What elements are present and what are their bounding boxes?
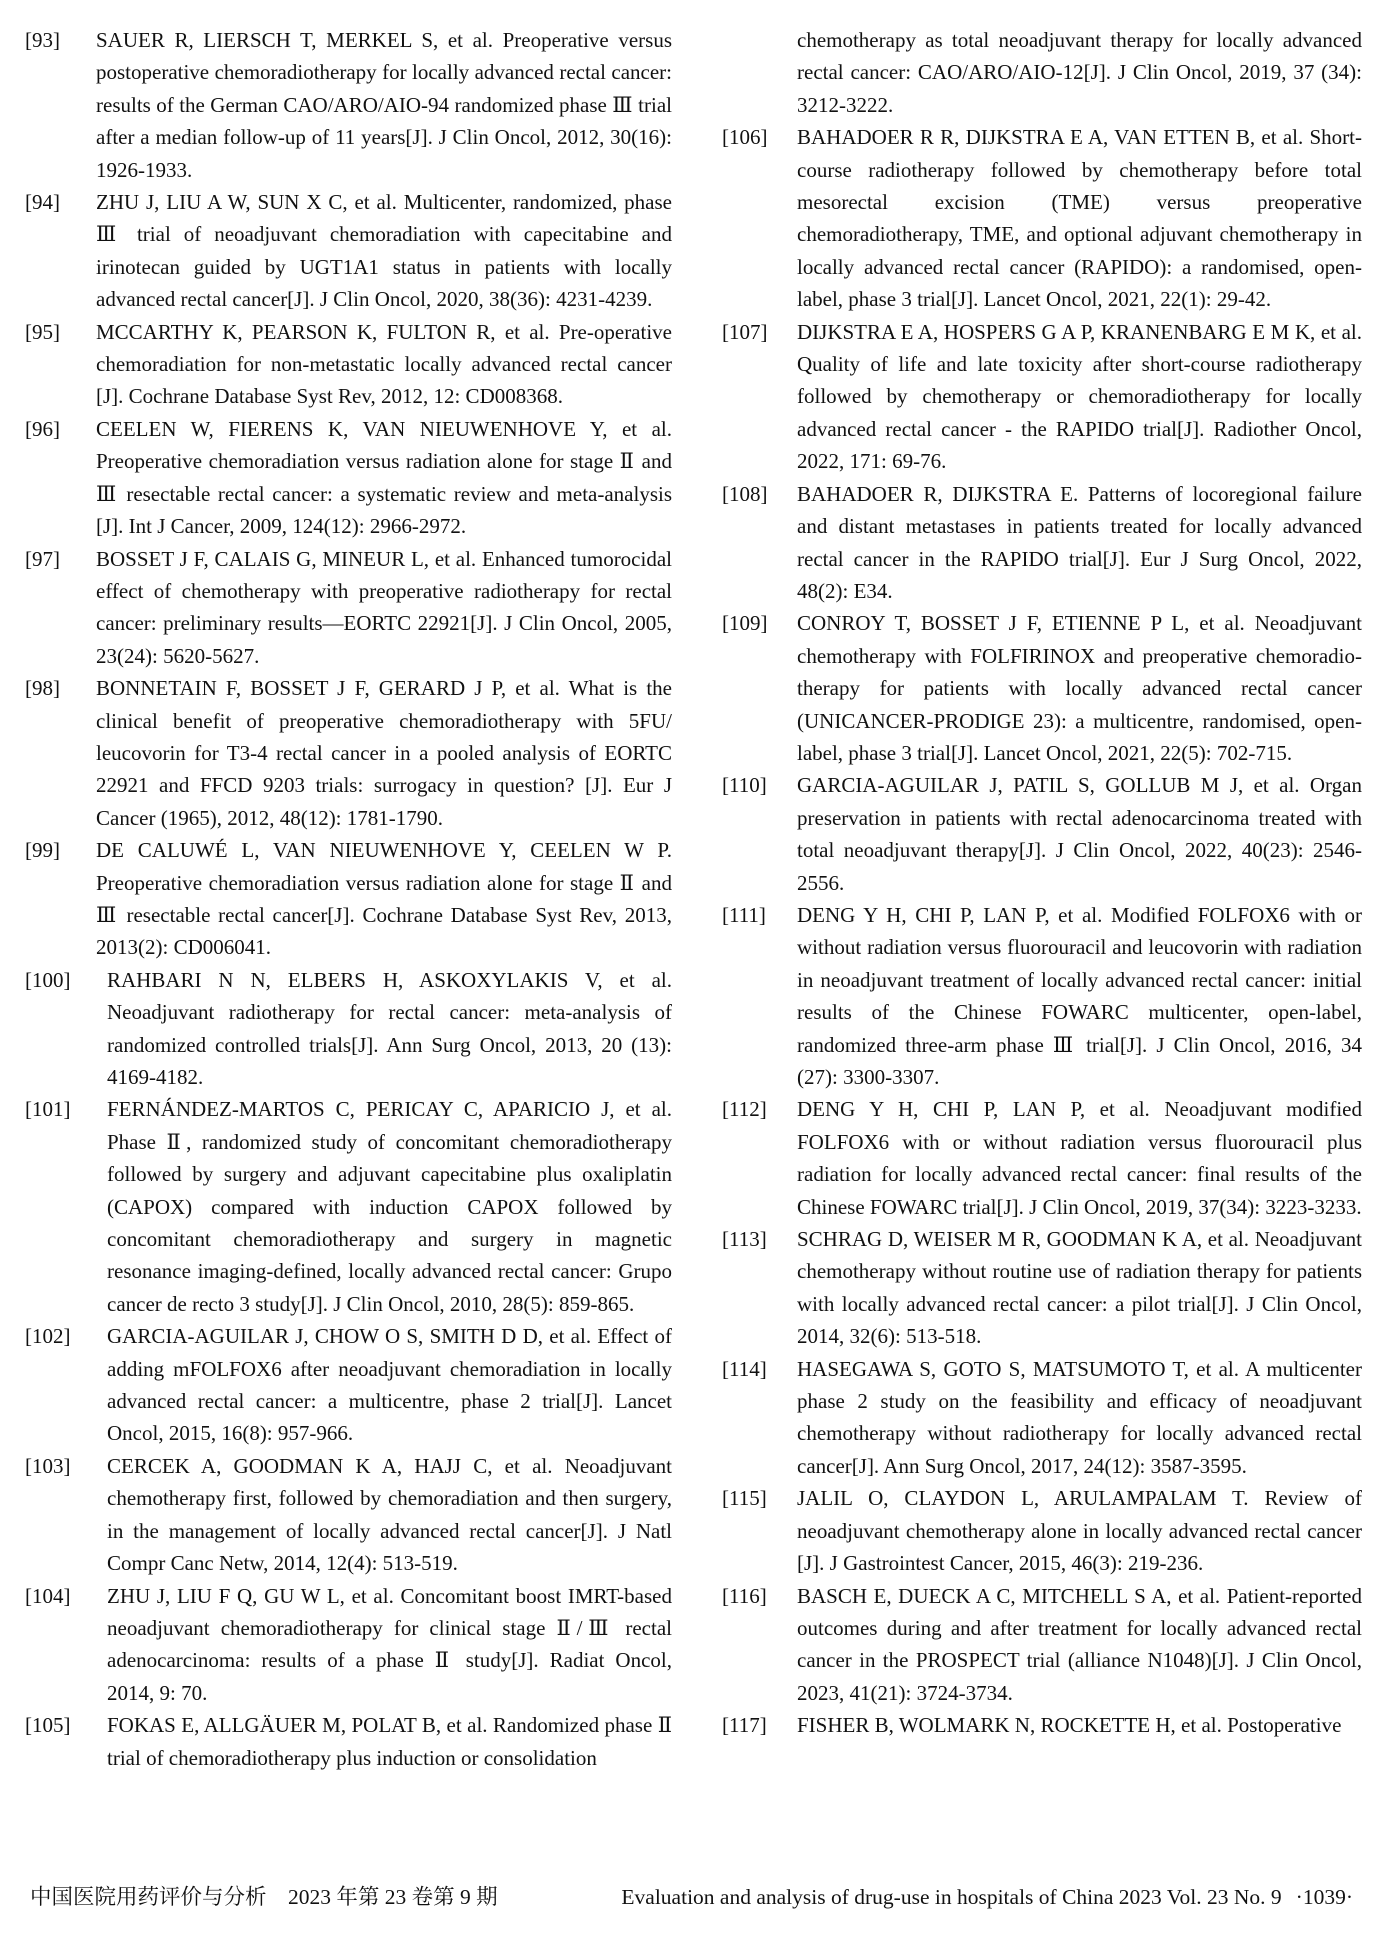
reference-text: GARCIA-AGUILAR J, PATIL S, GOLLUB M J, et al. Organ preservation in patients with rectal adenocarcinoma treated with total neoadjuvant therapy[J]. J Clin Oncol, 2022, 40(23): 2546-2556.	[797, 773, 1362, 895]
reference-number: [111]	[722, 902, 766, 927]
reference-item	[25, 413, 672, 543]
reference-number: [116]	[722, 1583, 767, 1608]
reference-number: [100]	[25, 967, 71, 992]
reference-item	[722, 899, 1362, 1093]
reference-item	[722, 769, 1362, 899]
reference-item	[25, 964, 672, 1094]
reference-number: [110]	[722, 773, 767, 798]
reference-text: FOKAS E, ALLGÄUER M, POLAT B, et al. Randomized phase Ⅱ trial of chemoradiotherapy plus induction or consolidation	[107, 1713, 672, 1770]
left-column	[25, 24, 672, 1824]
reference-item	[25, 186, 672, 316]
reference-text: HASEGAWA S, GOTO S, MATSUMOTO T, et al. A multicenter phase 2 study on the feasibility and efficacy of neoadjuvant chemotherapy without radiotherapy for locally advanced rectal cancer[J]. Ann Surg Oncol, 2017, 24(12): 3587-3595.	[797, 1356, 1362, 1478]
reference-text: DENG Y H, CHI P, LAN P, et al. Modified FOLFOX6 with or without radiation versus fluorouracil and leucovorin with radiation in neoadjuvant treatment of locally advanced rectal cancer: initial results of the Chinese FOWARC multicenter, open-label, randomized three-arm phase Ⅲ trial[J]. J Clin Oncol, 2016, 34 (27): 3300-3307.	[797, 902, 1362, 1089]
reference-text: CEELEN W, FIERENS K, VAN NIEUWENHOVE Y, et al. Preoperative chemoradiation versus radiation alone for stage Ⅱ and Ⅲ resectable rectal cancer: a systematic review and meta-analysis [J]. Int J Cancer, 2009, 124(12): 2966-2972.	[96, 416, 672, 539]
reference-text: RAHBARI N N, ELBERS H, ASKOXYLAKIS V, et al. Neoadjuvant radiotherapy for rectal cancer: meta-analysis of randomized controlled trials[J]. Ann Surg Oncol, 2013, 20 (13): 4169-4182.	[107, 967, 672, 1089]
reference-item	[722, 1093, 1362, 1223]
reference-number: [106]	[722, 125, 768, 150]
reference-text: JALIL O, CLAYDON L, ARULAMPALAM T. Review of neoadjuvant chemotherapy alone in locally advanced rectal cancer [J]. J Gastrointest Cancer, 2015, 46(3): 219-236.	[797, 1486, 1362, 1576]
reference-number: [114]	[722, 1356, 767, 1381]
reference-text: FISHER B, WOLMARK N, ROCKETTE H, et al. Postoperative	[797, 1713, 1342, 1738]
reference-item	[25, 834, 672, 964]
footer-page-number: ·1039·	[1295, 1885, 1353, 1909]
reference-item	[25, 543, 672, 673]
reference-text: FERNÁNDEZ-MARTOS C, PERICAY C, APARICIO J, et al. Phase Ⅱ, randomized study of concomitant chemoradiotherapy followed by surgery and adjuvant capecitabine plus oxaliplatin (CAPOX) compared with induction CAPOX followed by concomitant chemoradiotherapy and surgery in magnetic resonance imaging-defined, locally advanced rectal cancer: Grupo cancer de recto 3 study[J]. J Clin Oncol, 2010, 28(5): 859-865.	[107, 1097, 672, 1316]
reference-text: chemotherapy as total neoadjuvant therapy for locally advanced rectal cancer: CAO/ARO/AIO-12[J]. J Clin Oncol, 2019, 37 (34): 3212-3222.	[797, 28, 1362, 117]
reference-text: GARCIA-AGUILAR J, CHOW O S, SMITH D D, et al. Effect of adding mFOLFOX6 after neoadjuvant chemoradiation in locally advanced rectal cancer: a multicentre, phase 2 trial[J]. Lancet Oncol, 2015, 16(8): 957-966.	[107, 1324, 672, 1446]
reference-number: [112]	[722, 1097, 767, 1122]
reference-text: DENG Y H, CHI P, LAN P, et al. Neoadjuvant modified FOLFOX6 with or without radiation versus fluorouracil plus radiation for locally advanced rectal cancer: final results of the Chinese FOWARC trial[J]. J Clin Oncol, 2019, 37(34): 3223-3233.	[797, 1097, 1362, 1219]
reference-item	[722, 121, 1362, 315]
reference-number: [104]	[25, 1583, 71, 1608]
reference-item	[25, 316, 672, 413]
reference-text: BOSSET J F, CALAIS G, MINEUR L, et al. Enhanced tumorocidal effect of chemotherapy with preoperative radiotherapy for rectal cancer: preliminary results—EORTC 22921[J]. J Clin Oncol, 2005, 23(24): 5620-5627.	[96, 546, 672, 668]
reference-text: CONROY T, BOSSET J F, ETIENNE P L, et al. Neoadjuvant chemotherapy with FOLFIRINOX and preoperative chemoradio- therapy for patients with locally advanced rectal cancer (UNICANCER-PRODIGE 23): a multicentre, randomised, open-label, phase 3 trial[J]. Lancet Oncol, 2021, 22(5): 702-715.	[797, 611, 1362, 765]
reference-item	[25, 672, 672, 834]
reference-text: ZHU J, LIU A W, SUN X C, et al. Multicenter, randomized, phase Ⅲ trial of neoadjuvant chemoradiation with capecitabine and irinotecan guided by UGT1A1 status in patients with locally advanced rectal cancer[J]. J Clin Oncol, 2020, 38(36): 4231-4239.	[96, 190, 672, 312]
footer-journal-name-cn: 中国医院用药评价与分析 2023 年第 23 卷第 9 期	[30, 1885, 498, 1909]
reference-text: MCCARTHY K, PEARSON K, FULTON R, et al. Pre-operative chemoradiation for non-metastatic locally advanced rectal cancer [J]. Cochrane Database Syst Rev, 2012, 12: CD008368.	[96, 319, 672, 409]
reference-item	[25, 1450, 672, 1580]
reference-item	[722, 478, 1362, 608]
reference-number: [109]	[722, 611, 768, 636]
reference-list	[25, 24, 1362, 1824]
reference-item	[25, 1320, 672, 1450]
reference-text: DIJKSTRA E A, HOSPERS G A P, KRANENBARG E M K, et al. Quality of life and late toxicity after short-course radiotherapy followed by chemotherapy or chemoradiotherapy for locally advanced rectal cancer - the RAPIDO trial[J]. Radiother Oncol, 2022, 171: 69-76.	[797, 319, 1362, 474]
reference-number: [99]	[25, 838, 60, 863]
reference-text: DE CALUWÉ L, VAN NIEUWENHOVE Y, CEELEN W P. Preoperative chemoradiation versus radiation alone for stage Ⅱ and Ⅲ resectable rectal cancer[J]. Cochrane Database Syst Rev, 2013, 2013(2): CD006041.	[96, 838, 672, 960]
page-footer	[30, 1881, 1353, 1913]
reference-number: [108]	[722, 481, 768, 506]
reference-item	[722, 607, 1362, 769]
reference-item	[25, 24, 672, 186]
reference-item	[722, 1709, 1362, 1741]
footer-journal-name-en: Evaluation and analysis of drug-use in hospitals of China 2023 Vol. 23 No. 9	[621, 1885, 1282, 1909]
reference-number: [94]	[25, 190, 60, 215]
reference-text: BAHADOER R, DIJKSTRA E. Patterns of locoregional failure and distant metastases in patients treated for locally advanced rectal cancer in the RAPIDO trial[J]. Eur J Surg Oncol, 2022, 48(2): E34.	[797, 481, 1362, 603]
reference-item	[722, 1223, 1362, 1353]
reference-text: BAHADOER R R, DIJKSTRA E A, VAN ETTEN B, et al. Short-course radiotherapy followed by chemotherapy before total mesorectal excision (TME) versus preoperative chemoradiotherapy, TME, and optional adjuvant chemotherapy in locally advanced rectal cancer (RAPIDO): a randomised, open-label, phase 3 trial[J]. Lancet Oncol, 2021, 22(1): 29-42.	[797, 125, 1362, 312]
reference-number: [101]	[25, 1097, 71, 1122]
reference-item	[25, 1709, 672, 1774]
reference-number: [103]	[25, 1453, 71, 1478]
reference-item	[25, 1580, 672, 1710]
reference-text: CERCEK A, GOODMAN K A, HAJJ C, et al. Neoadjuvant chemotherapy first, followed by chemoradiation and then surgery, in the management of locally advanced rectal cancer[J]. J Natl Compr Canc Netw, 2014, 12(4): 513-519.	[107, 1453, 672, 1576]
reference-number: [96]	[25, 416, 60, 441]
reference-number: [93]	[25, 28, 60, 52]
reference-number: [107]	[722, 319, 768, 344]
reference-number: [98]	[25, 676, 60, 701]
reference-number: [97]	[25, 546, 60, 571]
reference-number: [117]	[722, 1713, 767, 1738]
right-column	[722, 24, 1362, 1824]
reference-number: [113]	[722, 1227, 767, 1252]
reference-item	[722, 1482, 1362, 1579]
reference-item	[722, 24, 1362, 121]
reference-item	[722, 1353, 1362, 1483]
reference-item	[722, 1580, 1362, 1710]
reference-text: SCHRAG D, WEISER M R, GOODMAN K A, et al. Neoadjuvant chemotherapy without routine use of radiation therapy for patients with locally advanced rectal cancer: a pilot trial[J]. J Clin Oncol, 2014, 32(6): 513-518.	[797, 1227, 1362, 1349]
reference-number: [102]	[25, 1324, 71, 1349]
reference-item	[722, 316, 1362, 478]
reference-text: SAUER R, LIERSCH T, MERKEL S, et al. Preoperative versus postoperative chemoradiotherapy for locally advanced rectal cancer: results of the German CAO/ARO/AIO-94 randomized phase Ⅲ trial after a median follow-up of 11 years[J]. J Clin Oncol, 2012, 30(16): 1926-1933.	[96, 28, 672, 182]
reference-number: [115]	[722, 1486, 767, 1511]
reference-number: [105]	[25, 1713, 71, 1738]
reference-text: BASCH E, DUECK A C, MITCHELL S A, et al. Patient-reported outcomes during and after treatment for locally advanced rectal cancer in the PROSPECT trial (alliance N1048)[J]. J Clin Oncol, 2023, 41(21): 3724-3734.	[797, 1583, 1362, 1705]
reference-item	[25, 1093, 672, 1320]
reference-number: [95]	[25, 319, 60, 344]
reference-text: BONNETAIN F, BOSSET J F, GERARD J P, et al. What is the clinical benefit of preoperative chemoradiotherapy with 5FU/ leucovorin for T3-4 rectal cancer in a pooled analysis of EORTC 22921 and FFCD 9203 trials: surrogacy in question? [J]. Eur J Cancer (1965), 2012, 48(12): 1781-1790.	[96, 676, 672, 830]
reference-text: ZHU J, LIU F Q, GU W L, et al. Concomitant boost IMRT-based neoadjuvant chemoradiotherapy for clinical stage Ⅱ/Ⅲ rectal adenocarcinoma: results of a phase Ⅱ study[J]. Radiat Oncol, 2014, 9: 70.	[107, 1583, 672, 1705]
